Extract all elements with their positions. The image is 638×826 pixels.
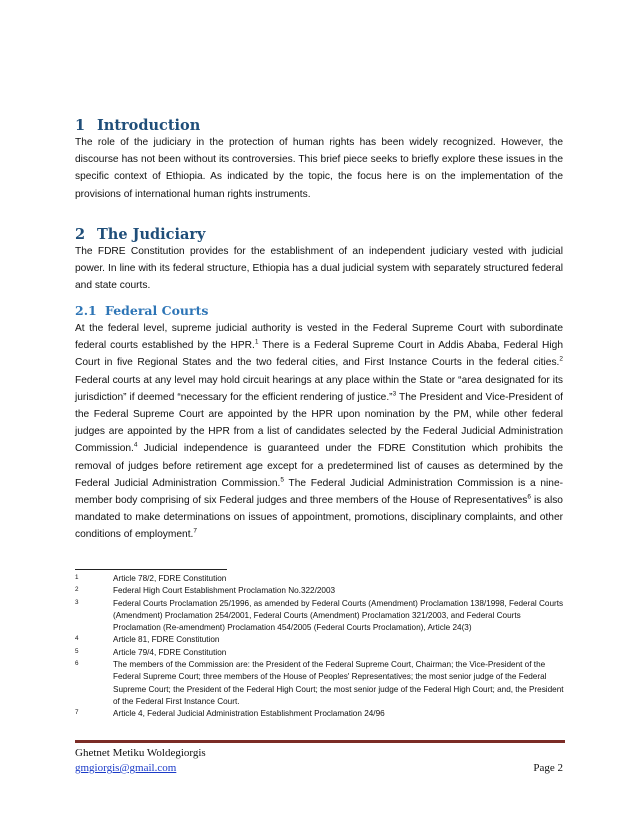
section-heading-judiciary: 2 The Judiciary <box>75 226 206 243</box>
footnote-item: 2 Federal High Court Establishment Proclamation No.322/2003 <box>75 586 336 596</box>
footnote-ref[interactable]: 1 <box>254 338 259 346</box>
footer-divider <box>75 740 565 743</box>
paragraph-federal-courts: At the federal level, supreme judicial authority is vested in the Federal Supreme Court with subordinate federal courts established by the HPR.$^1$ There is a Federal Supreme Court in Addis Ababa, Federal High Court in five Regional States and the two federal cities, and First Instance Courts in the federal cities.$^2$ Federal courts at any level may hold circuit hearings at any place within the State or “area designated for its jurisdiction” if deemed “necessary for the efficient rendering of justice.”$^3$ The President and Vice-President of the Federal Supreme Court are appointed by the HPR upon nomination by the PM, while other federal judges are appointed by the HPR from a list of candidates selected by the Federal Judicial Administration Commission.$^4$ Judicial independence is guaranteed under the FDRE Constitution which prohibits the removal of judges before retirement age except for a predetermined list of causes as determined by the Federal Judicial Administration Commission.$^5$ The Federal Judicial Administration Commission is a nine-member body comprising of six Federal judges and three members of the House of Representatives$^6$ is also mandated to make determinations on issues of appointment, promotions, disciplinary complaints, and other conditions of employment.$^7$ <box>75 323 564 541</box>
footnote-ref[interactable]: 7 <box>193 528 197 536</box>
footnote-ref[interactable]: 5 <box>280 476 285 484</box>
section-heading-introduction: 1 Introduction <box>75 117 201 134</box>
footnote-item: 4 Article 81, FDRE Constitution <box>75 635 220 645</box>
footer-email-link[interactable]: gmgiorgis@gmail.com <box>75 762 177 774</box>
footnote-ref[interactable]: 4 <box>133 442 138 450</box>
footnote-item: 3 Federal Courts Proclamation 25/1996, as amended by Federal Courts (Amendment) Proclamation 138/1998, Federal Courts (Amendment) Proclamation 254/2001, Federal Courts (Amendment) Proclamation 321/2003, and Federal Courts Proclamation (Re-amendment) Proclamation 454/2005 (Federal Courts Proclamation), Article 24(3) <box>75 598 564 633</box>
footnote-ref[interactable]: 3 <box>392 390 397 398</box>
footer-author: Ghetnet Metiku Woldegiorgis <box>75 747 206 759</box>
footnote-item: 1 Article 78/2, FDRE Constitution <box>75 574 227 583</box>
footnote-ref[interactable]: 6 <box>527 493 532 501</box>
footnote-item: 6 The members of the Commission are: the President of the Federal Supreme Court, Chairman; the Vice-President of the Federal Supreme Court; three members of the House of Peoples' Representatives; the most senior judge of the Federal Supreme Court; the President of the Federal High Court; the most senior judge of the Federal High Court; and, the President of the Federal First Instance Court. <box>75 660 564 706</box>
paragraph-introduction: The role of the judiciary in the protection of human rights has been widely recognized. However, the discourse has not been without its controversies. This brief piece seeks to briefly explore these issues in the specific context of Ethiopia. As indicated by the topic, the focus here is on the implementation of the provisions of international human rights instruments. <box>75 137 563 200</box>
footnote-item: 5 Article 79/4, FDRE Constitution <box>75 647 227 657</box>
footnote-item: 7 Article 4, Federal Judicial Administration Establishment Proclamation 24/96 <box>75 709 385 719</box>
footnote-separator <box>75 569 227 570</box>
footnote-ref[interactable]: 2 <box>559 356 563 364</box>
subsection-heading-federal-courts: 2.1 Federal Courts <box>75 303 209 318</box>
paragraph-judiciary: The FDRE Constitution provides for the establishment of an independent judiciary vested with judicial power. In line with its federal structure, Ethiopia has a dual judicial system with separately structured federal and state courts. <box>75 246 563 292</box>
page-number: Page 2 <box>533 762 563 774</box>
footnotes <box>75 573 567 721</box>
